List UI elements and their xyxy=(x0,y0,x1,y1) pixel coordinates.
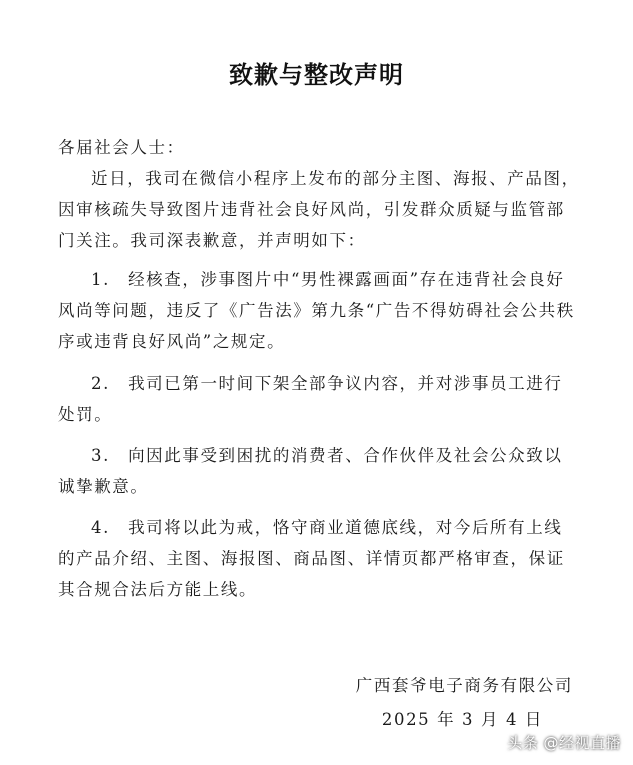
list-item-text: 我司已第一时间下架全部争议内容，并对涉事员工进行处罚。 xyxy=(58,374,563,424)
intro-paragraph: 近日，我司在微信小程序上发布的部分主图、海报、产品图，因审核疏失导致图片违背社会良好风尚，引发群众质疑与监管部门关注。我司深表歉意，并声明如下： xyxy=(58,169,580,250)
list-item-number: 2. xyxy=(91,374,110,393)
signature-date: 2025 年 3 月 4 日 xyxy=(381,710,543,729)
list-item-text: 我司将以此为戒，恪守商业道德底线，对今后所有上线的产品介绍、主图、海报图、商品图、详情页都严格审查，保证其合规合法后方能上线。 xyxy=(58,518,565,599)
watermark: 头条 @经视直播 xyxy=(507,734,621,752)
list-item-3 xyxy=(58,440,580,502)
list-item-number: 3. xyxy=(91,446,110,465)
list-item-number: 4. xyxy=(91,518,110,537)
list-item-4 xyxy=(58,512,580,605)
document-title: 致歉与整改声明 xyxy=(229,61,404,89)
list-item-text: 经核查，涉事图片中“男性裸露画面”存在违背社会良好风尚等问题，违反了《广告法》第九条“广告不得妨碍社会公共秩序或违背良好风尚”之规定。 xyxy=(58,270,575,351)
list-item-1 xyxy=(58,264,580,357)
list-item-2 xyxy=(58,368,580,430)
salutation: 各届社会人士： xyxy=(58,138,185,157)
signature-company: 广西套爷电子商务有限公司 xyxy=(355,676,573,695)
list-item-number: 1. xyxy=(91,270,110,289)
list-item-text: 向因此事受到困扰的消费者、合作伙伴及社会公众致以诚挚歉意。 xyxy=(58,446,563,496)
